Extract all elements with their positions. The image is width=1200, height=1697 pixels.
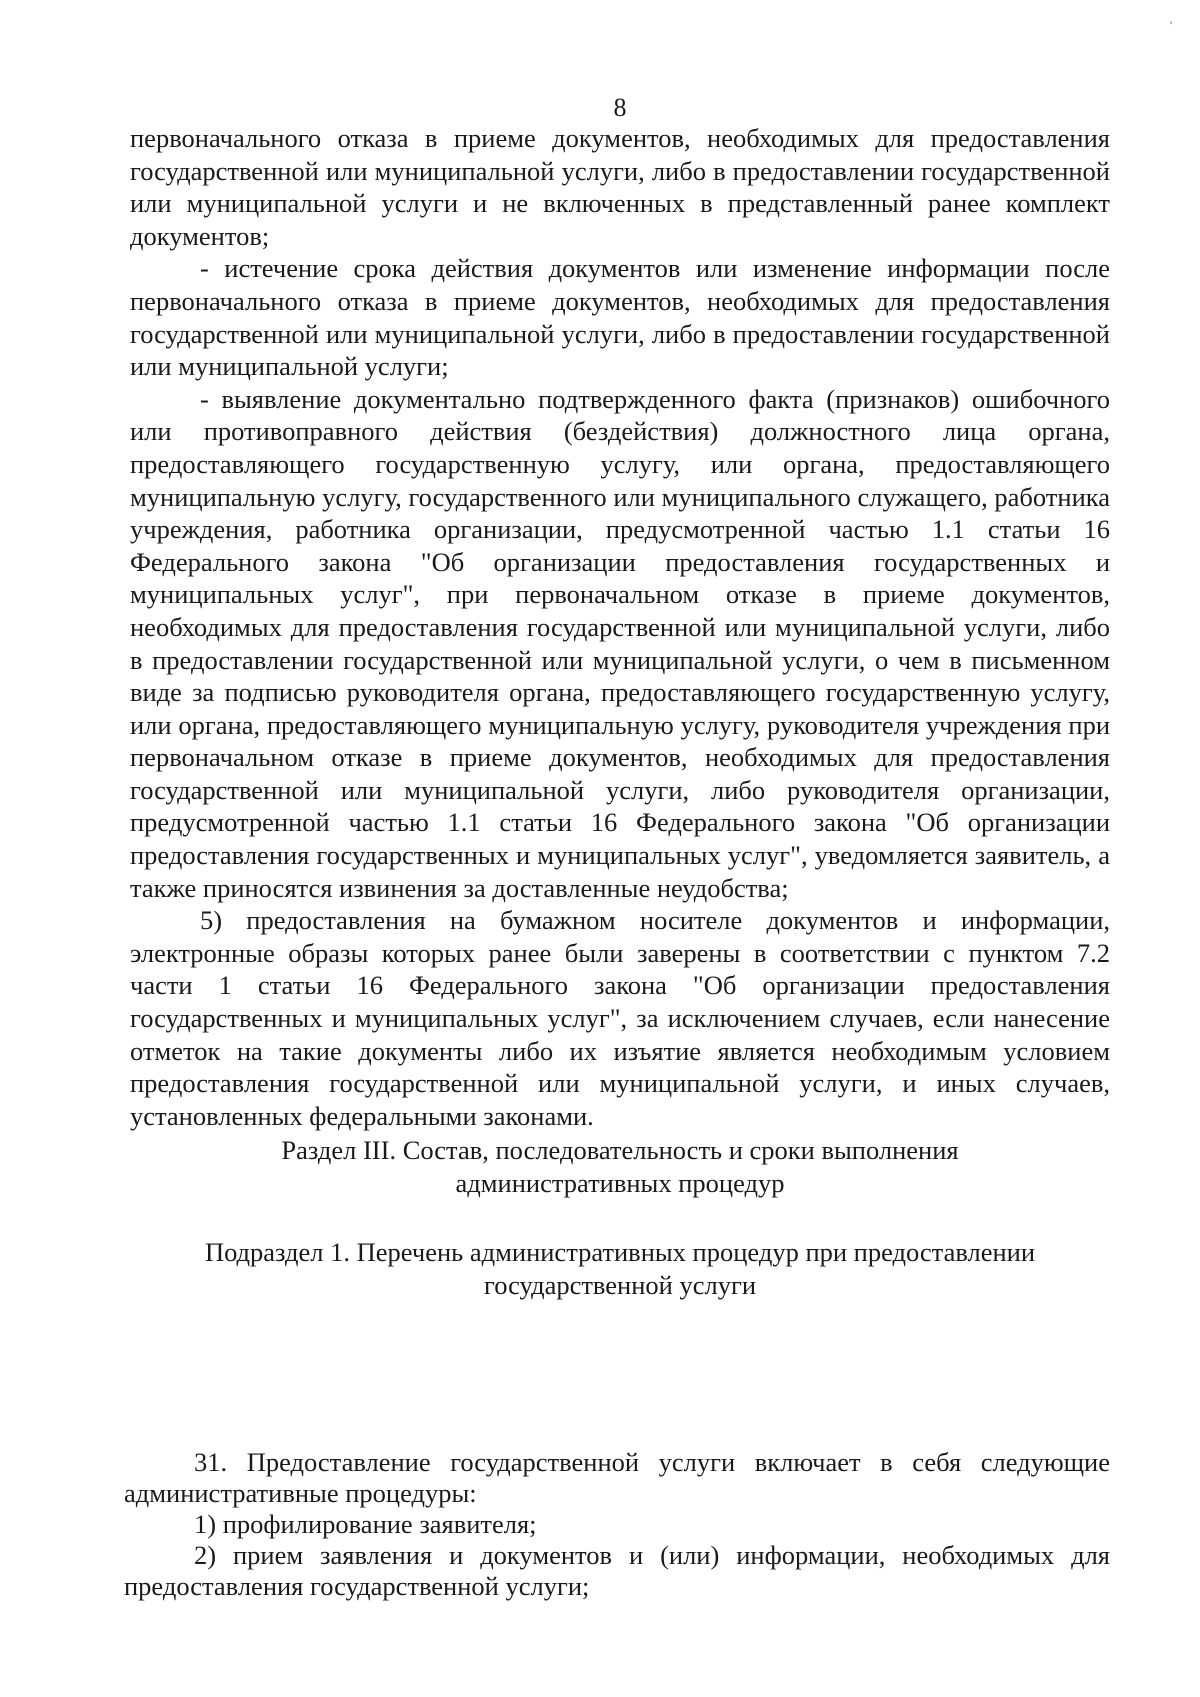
subsection-title-line1: Подраздел 1. Перечень административных процедур при предоставлении [204, 1237, 1036, 1267]
corner-mark: ' [1170, 18, 1173, 32]
paragraph-document-expiry: - истечение срока действия документов или изменение информации после первоначального отказа в приеме документов, необходимых для предоставления государственной или муниципальной услуги, либо в предоставлении государственной или муниципальной услуги; [130, 253, 1110, 382]
paragraph-paper-documents: 5) предоставления на бумажном носителе документов и информации, электронные образы которых ранее были заверены в соответствии с пунктом 7.2 части 1 статьи 16 Федерального закона "Об организации предоставления государственных и муниципальных услуг", за исключением случаев, если нанесение отметок на такие документы либо их изъятие является необходимым условием предоставления государственной или муниципальной услуги, и иных случаев, установленных федеральными законами. [130, 905, 1110, 1131]
procedure-item: 1) профилирование заявителя; [194, 1509, 537, 1539]
section-title-line2: административных процедур [455, 1167, 785, 1198]
procedures-intro: 31. Предоставление государственной услуги включает в себя следующие административные процедуры: [124, 1447, 1110, 1508]
paragraph-error-detection: - выявление документально подтвержденного факта (признаков) ошибочного или противоправного действия (бездействия) должностного лица органа, предоставляющего государственную услугу, или органа, предоставляющего муниципальную услугу, государственного или муниципального служащего, работника учреждения, работника организации, предусмотренной частью 1.1 статьи 16 Федерального закона "Об организации предоставления государственных и муниципальных услуг", при первоначальном отказе в приеме документов, необходимых для предоставления государственной или муниципальной услуги, либо в предоставлении государственной или муниципальной услуги, о чем в письменном виде за подписью руководителя органа, предоставляющего государственную услугу, или органа, предоставляющего муниципальную услугу, руководителя учреждения при первоначальном отказе в приеме документов, необходимых для предоставления государственной или муниципальной услуги, либо руководителя организации, предусмотренной частью 1.1 статьи 16 Федерального закона "Об организации предоставления государственных и муниципальных услуг", уведомляется заявитель, а также приносятся извинения за доставленные неудобства; [130, 383, 1110, 903]
procedures-list [124, 1447, 1110, 1602]
section-heading [130, 1134, 1110, 1199]
procedure-item: 2) прием заявления и документов и (или) информации, необходимых для предоставления государственной услуги; [124, 1540, 1110, 1601]
body-text [130, 122, 1110, 1132]
page-number: 8 [613, 93, 627, 122]
paragraph-continuation: первоначального отказа в приеме документов, необходимых для предоставления государственной или муниципальной услуги, либо в предоставлении государственной или муниципальной услуги и не включенных в представленный ранее комплект документов; [130, 123, 1110, 251]
section-title-line1: Раздел III. Состав, последовательность и сроки выполнения [281, 1135, 959, 1165]
subsection-title-line2: государственной услуги [483, 1269, 757, 1300]
subsection-heading [130, 1236, 1110, 1301]
